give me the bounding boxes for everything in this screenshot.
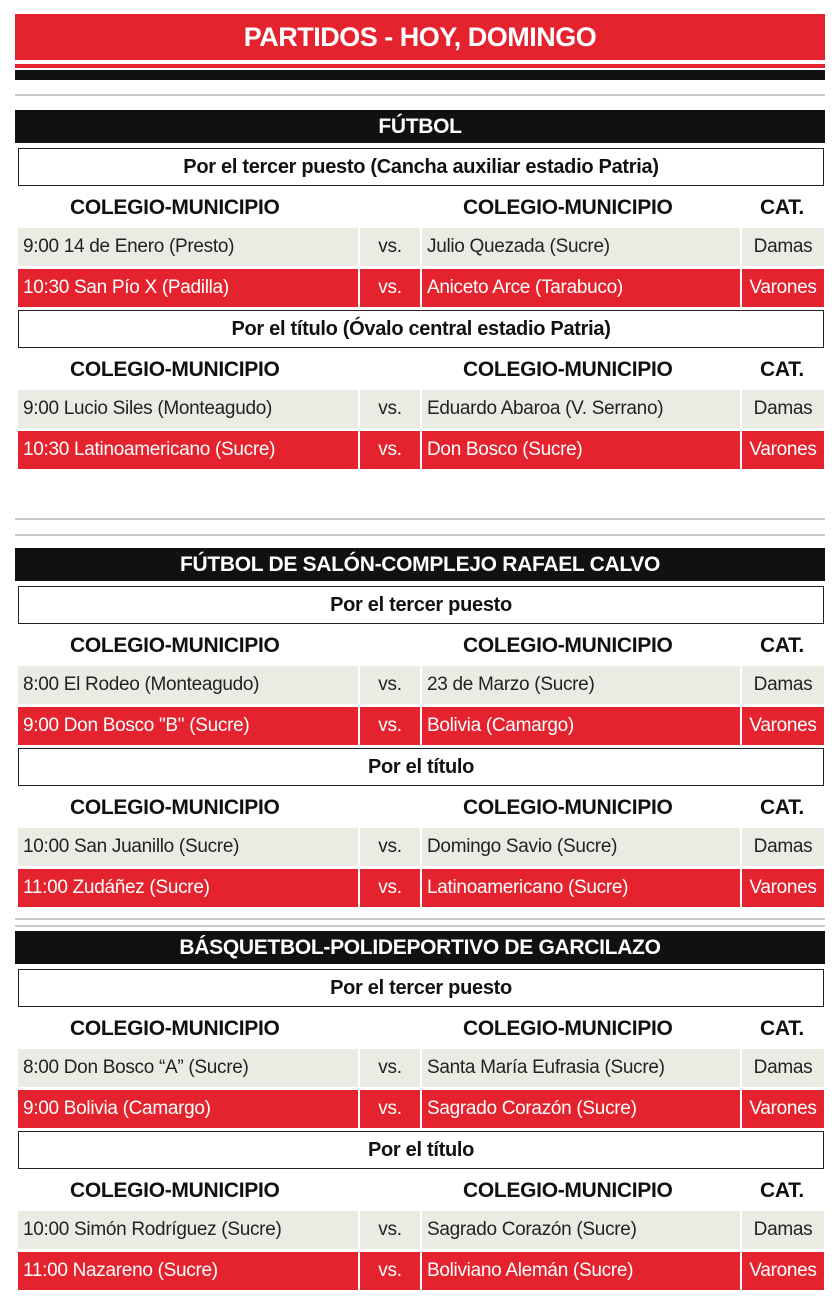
column-headers [15,188,825,226]
group-title: Por el tercer puesto [18,586,824,624]
match-vs: vs. [360,1090,420,1128]
match-time-team: 9:00 Lucio Siles (Monteagudo) [18,390,358,428]
column-header-left: COLEGIO-MUNICIPIO [70,358,280,381]
match-vs: vs. [360,1211,420,1249]
section-1 [15,548,825,928]
column-headers [15,350,825,388]
match-category: Varones [742,1252,824,1290]
group-title: Por el título [18,1131,824,1169]
match-time-team: 9:00 Bolivia (Camargo) [18,1090,358,1128]
match-time-team: 11:00 Nazareno (Sucre) [18,1252,358,1290]
match-row [15,390,825,428]
match-time-team: 9:00 14 de Enero (Presto) [18,228,358,266]
match-row [15,869,825,907]
match-opponent: Santa María Eufrasia (Sucre) [422,1049,740,1087]
match-vs: vs. [360,666,420,704]
match-category: Damas [742,228,824,266]
column-headers [15,788,825,826]
section-header: FÚTBOL DE SALÓN-COMPLEJO RAFAEL CALVO [15,548,825,581]
match-time-team: 8:00 El Rodeo (Monteagudo) [18,666,358,704]
match-time-team: 8:00 Don Bosco “A” (Sucre) [18,1049,358,1087]
section-0 [15,110,825,490]
column-header-cat: CAT. [760,196,804,219]
column-header-right: COLEGIO-MUNICIPIO [463,196,673,219]
match-time-team: 9:00 Don Bosco "B" (Sucre) [18,707,358,745]
column-header-left: COLEGIO-MUNICIPIO [70,796,280,819]
match-category: Damas [742,1049,824,1087]
match-row [15,228,825,266]
divider [15,518,825,520]
match-category: Varones [742,431,824,469]
match-opponent: Don Bosco (Sucre) [422,431,740,469]
section-2 [15,931,825,1311]
match-vs: vs. [360,390,420,428]
match-vs: vs. [360,1049,420,1087]
group-title: Por el título (Óvalo central estadio Patria) [18,310,824,348]
match-row [15,1211,825,1249]
section-header: FÚTBOL [15,110,825,143]
title-underline-black [15,70,825,80]
match-category: Varones [742,269,824,307]
match-row [15,1049,825,1087]
match-vs: vs. [360,828,420,866]
divider [15,534,825,536]
match-time-team: 11:00 Zudáñez (Sucre) [18,869,358,907]
match-row [15,1090,825,1128]
match-category: Damas [742,1211,824,1249]
match-category: Damas [742,828,824,866]
match-row [15,431,825,469]
group-title: Por el título [18,748,824,786]
column-headers [15,1171,825,1209]
column-header-right: COLEGIO-MUNICIPIO [463,1017,673,1040]
match-opponent: Sagrado Corazón (Sucre) [422,1211,740,1249]
match-vs: vs. [360,269,420,307]
column-header-right: COLEGIO-MUNICIPIO [463,1179,673,1202]
match-opponent: Domingo Savio (Sucre) [422,828,740,866]
match-vs: vs. [360,707,420,745]
match-category: Damas [742,390,824,428]
match-opponent: Sagrado Corazón (Sucre) [422,1090,740,1128]
match-opponent: Julio Quezada (Sucre) [422,228,740,266]
page-title: PARTIDOS - HOY, DOMINGO [15,14,825,60]
match-row [15,269,825,307]
title-underline-red [15,64,825,68]
match-vs: vs. [360,228,420,266]
match-opponent: 23 de Marzo (Sucre) [422,666,740,704]
group-title: Por el tercer puesto (Cancha auxiliar estadio Patria) [18,148,824,186]
match-category: Varones [742,869,824,907]
match-vs: vs. [360,431,420,469]
match-category: Damas [742,666,824,704]
column-headers [15,626,825,664]
group-title: Por el tercer puesto [18,969,824,1007]
match-opponent: Aniceto Arce (Tarabuco) [422,269,740,307]
match-time-team: 10:30 Latinoamericano (Sucre) [18,431,358,469]
column-header-left: COLEGIO-MUNICIPIO [70,634,280,657]
match-opponent: Boliviano Alemán (Sucre) [422,1252,740,1290]
section-header: BÁSQUETBOL-POLIDEPORTIVO DE GARCILAZO [15,931,825,964]
column-header-left: COLEGIO-MUNICIPIO [70,1179,280,1202]
divider [15,94,825,96]
match-vs: vs. [360,1252,420,1290]
match-opponent: Bolivia (Camargo) [422,707,740,745]
match-row [15,828,825,866]
match-opponent: Latinoamericano (Sucre) [422,869,740,907]
match-row [15,707,825,745]
column-header-cat: CAT. [760,796,804,819]
column-header-cat: CAT. [760,1179,804,1202]
match-row [15,1252,825,1290]
column-header-left: COLEGIO-MUNICIPIO [70,1017,280,1040]
match-time-team: 10:30 San Pío X (Padilla) [18,269,358,307]
column-header-right: COLEGIO-MUNICIPIO [463,358,673,381]
match-vs: vs. [360,869,420,907]
column-header-left: COLEGIO-MUNICIPIO [70,196,280,219]
column-header-right: COLEGIO-MUNICIPIO [463,634,673,657]
match-time-team: 10:00 Simón Rodríguez (Sucre) [18,1211,358,1249]
match-category: Varones [742,707,824,745]
match-category: Varones [742,1090,824,1128]
column-header-right: COLEGIO-MUNICIPIO [463,796,673,819]
column-headers [15,1009,825,1047]
column-header-cat: CAT. [760,634,804,657]
match-row [15,666,825,704]
match-opponent: Eduardo Abaroa (V. Serrano) [422,390,740,428]
match-time-team: 10:00 San Juanillo (Sucre) [18,828,358,866]
column-header-cat: CAT. [760,358,804,381]
column-header-cat: CAT. [760,1017,804,1040]
